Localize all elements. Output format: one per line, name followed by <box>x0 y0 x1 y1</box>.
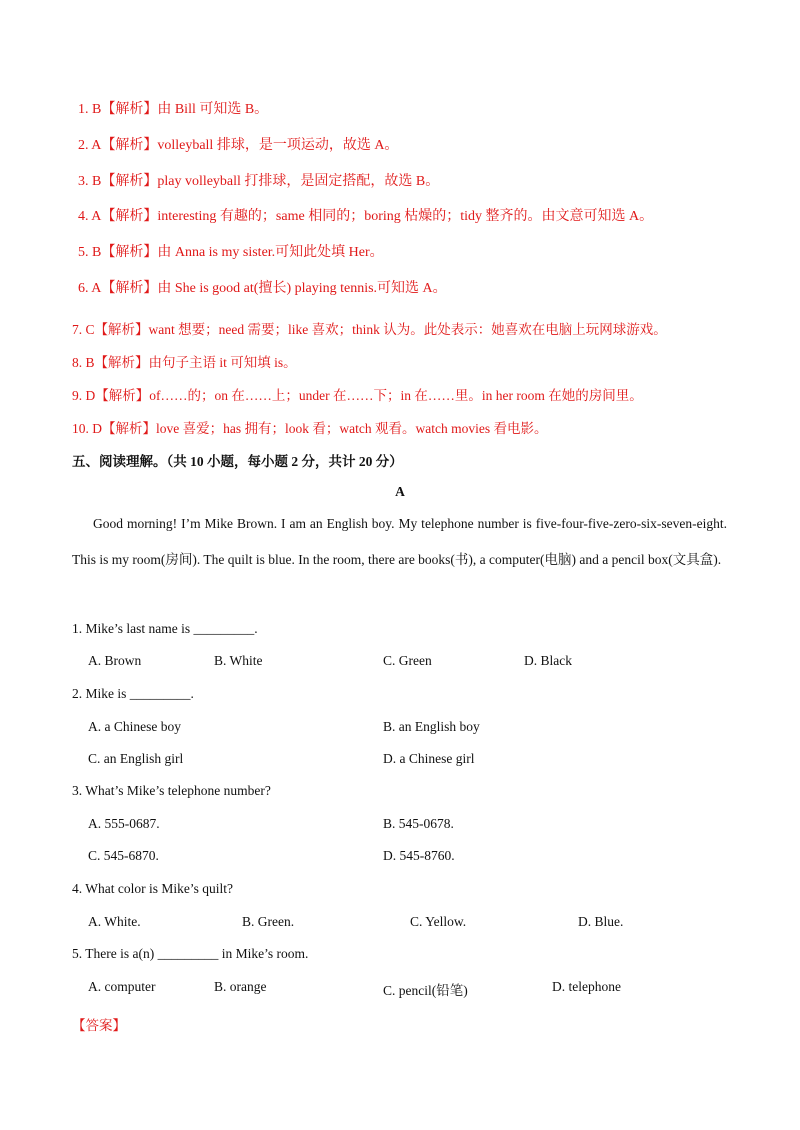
analysis-line-8: 8. B【解析】由句子主语 it 可知填 is。 <box>72 355 297 370</box>
question-1-option-a: A. Brown <box>88 653 142 668</box>
section-title: 五、阅读理解。（共 10 小题，每小题 2 分，共计 20 分） <box>72 454 403 469</box>
question-1-option-b: B. White <box>214 653 263 668</box>
question-4-option-a: A. White. <box>88 914 141 929</box>
question-3-option-b: B. 545-0678. <box>383 816 454 831</box>
question-3-option-a: A. 555-0687. <box>88 816 160 831</box>
question-5-stem: 5. There is a(n) _________ in Mike’s room. <box>72 946 309 961</box>
passage-label: A <box>395 484 405 499</box>
reading-passage: Good morning! I’m Mike Brown. I am an English boy. My telephone number is five-four-five-zero-six-seven-eight. This is my room(房间). The quilt is blue. In the room, there are books(书), a computer(电脑) and a pencil box(文具盒). <box>72 516 727 567</box>
question-4-stem: 4. What color is Mike’s quilt? <box>72 881 233 896</box>
question-2-option-d: D. a Chinese girl <box>383 751 475 766</box>
question-5-option-c: C. pencil(铅笔) <box>383 983 468 998</box>
question-2-option-a: A. a Chinese boy <box>88 719 181 734</box>
question-1-stem: 1. Mike’s last name is _________. <box>72 621 258 636</box>
analysis-line-1: 1. B【解析】由 Bill 可知选 B。 <box>78 102 269 117</box>
question-4-option-d: D. Blue. <box>578 914 624 929</box>
question-2-option-b: B. an English boy <box>383 719 480 734</box>
question-1-option-d: D. Black <box>524 653 572 668</box>
analysis-line-5: 5. B【解析】由 Anna is my sister.可知此处填 Her。 <box>78 245 384 260</box>
question-4-option-b: B. Green. <box>242 914 295 929</box>
question-2-option-c: C. an English girl <box>88 751 184 766</box>
question-4-option-c: C. Yellow. <box>410 914 467 929</box>
analysis-line-7: 7. C【解析】want 想要；need 需要；like 喜欢；think 认为。此处表示：她喜欢在电脑上玩网球游戏。 <box>72 322 667 337</box>
analysis-line-2: 2. A【解析】volleyball 排球，是一项运动，故选 A。 <box>78 138 399 153</box>
answer-label: 【答案】 <box>72 1018 126 1033</box>
question-2-stem: 2. Mike is _________. <box>72 686 194 701</box>
analysis-line-3: 3. B【解析】play volleyball 打排球，是固定搭配，故选 B。 <box>78 174 440 189</box>
question-1-option-c: C. Green <box>383 653 432 668</box>
analysis-line-4: 4. A【解析】interesting 有趣的；same 相同的；boring 枯燥的；tidy 整齐的。由文意可知选 A。 <box>78 209 654 224</box>
question-5-option-b: B. orange <box>214 979 267 994</box>
question-3-option-d: D. 545-8760. <box>383 848 455 863</box>
question-3-stem: 3. What’s Mike’s telephone number? <box>72 783 271 798</box>
analysis-line-6: 6. A【解析】由 She is good at(擅长) playing tennis.可知选 A。 <box>78 281 447 296</box>
question-3-option-c: C. 545-6870. <box>88 848 159 863</box>
analysis-line-10: 10. D【解析】love 喜爱；has 拥有；look 看；watch 观看。watch movies 看电影。 <box>72 421 548 436</box>
question-5-option-d: D. telephone <box>552 979 621 994</box>
analysis-line-9: 9. D【解析】of……的；on 在……上；under 在……下；in 在……里。in her room 在她的房间里。 <box>72 388 643 403</box>
question-5-option-a: A. computer <box>88 979 156 994</box>
